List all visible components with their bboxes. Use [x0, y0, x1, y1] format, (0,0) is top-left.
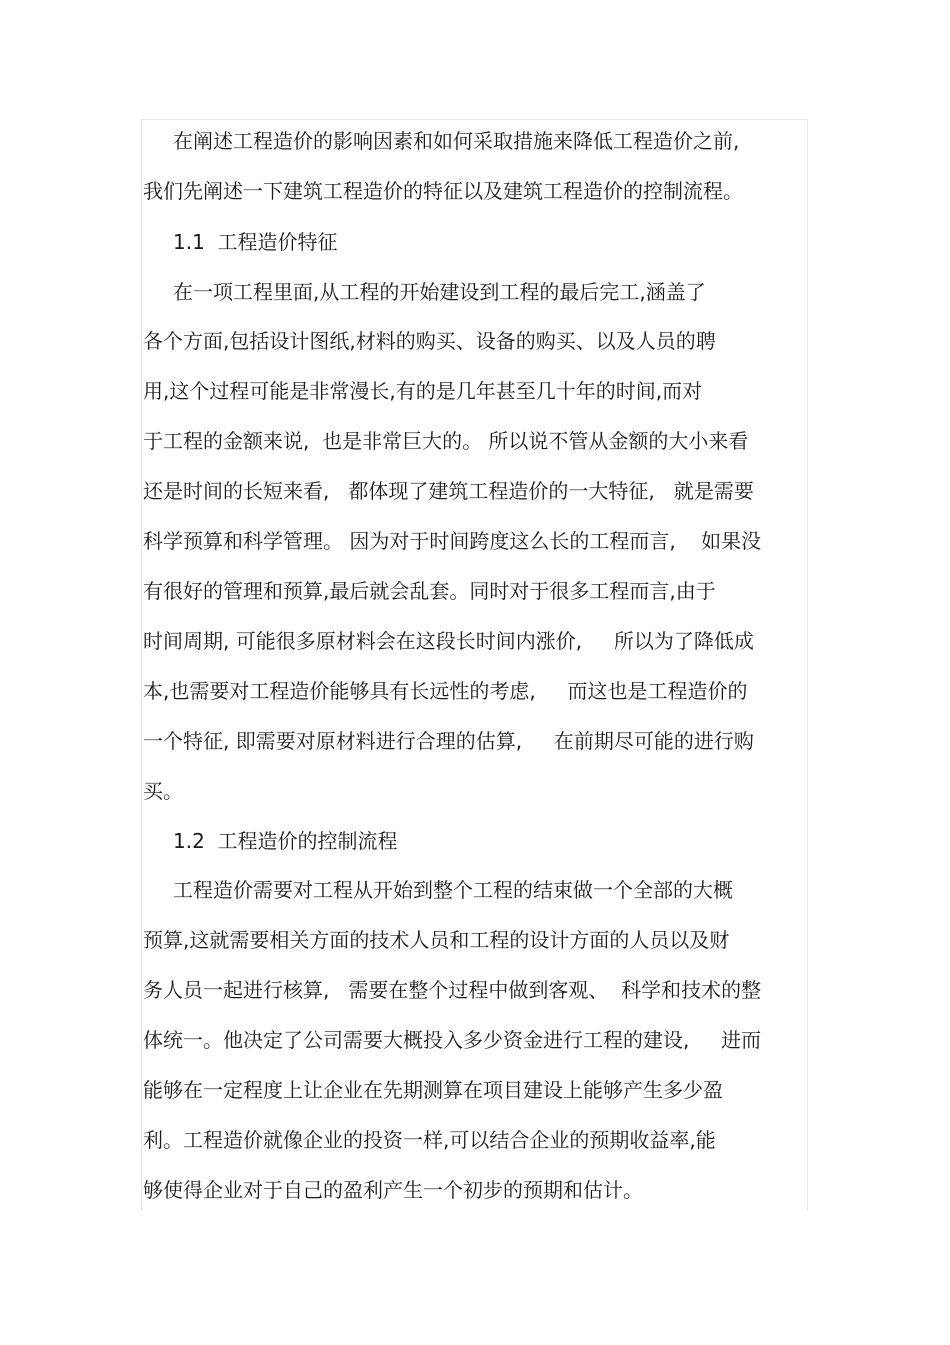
paragraph-line: 有很好的管理和预算,最后就会乱套。同时对于很多工程而言,由于 [143, 579, 716, 603]
intro-line-1: 在阐述工程造价的影响因素和如何采取措施来降低工程造价之前, [173, 129, 740, 153]
paragraph-line: 利。工程造价就像企业的投资一样,可以结合企业的预期收益率,能 [143, 1128, 716, 1152]
paragraph-line: 买。 [143, 779, 183, 803]
paragraph-line: 能够在一定程度上让企业在先期测算在项目建设上能够产生多少盈 [143, 1078, 723, 1102]
paragraph-line: 用,这个过程可能是非常漫长,有的是几年甚至几十年的时间,而对 [143, 379, 703, 403]
paragraph-line: 于工程的金额来说, 也是非常巨大的。 所以说不管从金额的大小来看 [143, 429, 749, 453]
paragraph-line: 时间周期, 可能很多原材料会在这段长时间内涨价, 所以为了降低成 [143, 629, 754, 653]
paragraph-line: 各个方面,包括设计图纸,材料的购买、设备的购买、以及人员的聘 [143, 329, 716, 353]
section-heading-1-1: 1.1 工程造价特征 [173, 230, 338, 254]
paragraph-line: 科学预算和科学管理。 因为对于时间跨度这么长的工程而言, 如果没 [143, 529, 762, 553]
paragraph-line: 体统一。他决定了公司需要大概投入多少资金进行工程的建设, 进而 [143, 1028, 762, 1052]
paragraph-line: 在一项工程里面,从工程的开始建设到工程的最后完工,涵盖了 [173, 280, 706, 304]
paragraph-line: 工程造价需要对工程从开始到整个工程的结束做一个全部的大概 [173, 878, 733, 902]
paragraph-line: 还是时间的长短来看, 都体现了建筑工程造价的一大特征, 就是需要 [143, 479, 754, 503]
paragraph-line: 预算,这就需要相关方面的技术人员和工程的设计方面的人员以及财 [143, 928, 730, 952]
paragraph-line: 务人员一起进行核算, 需要在整个过程中做到客观、 科学和技术的整 [143, 978, 762, 1002]
paragraph-line: 本,也需要对工程造价能够具有长远性的考虑, 而这也是工程造价的 [143, 679, 748, 703]
section-heading-1-2: 1.2 工程造价的控制流程 [173, 829, 398, 853]
intro-line-2: 我们先阐述一下建筑工程造价的特征以及建筑工程造价的控制流程。 [143, 179, 743, 203]
paragraph-line: 一个特征, 即需要对原材料进行合理的估算, 在前期尽可能的进行购 [143, 729, 754, 753]
paragraph-line: 够使得企业对于自己的盈利产生一个初步的预期和估计。 [143, 1178, 643, 1202]
